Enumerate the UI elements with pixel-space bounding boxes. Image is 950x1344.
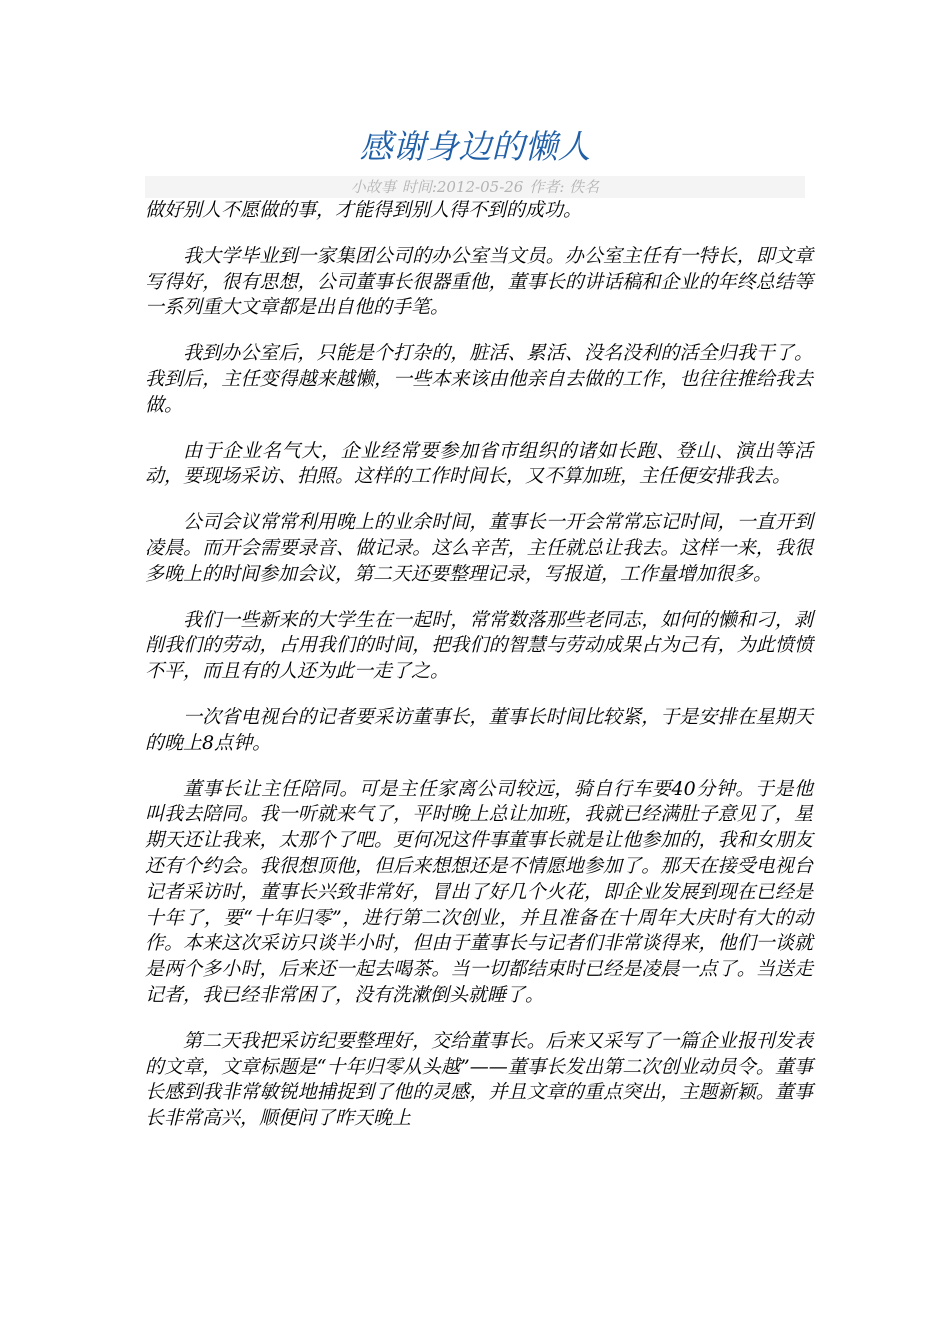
article-category: 小故事 bbox=[350, 178, 396, 196]
article-body bbox=[145, 198, 813, 1152]
article-paragraph: 董事长让主任陪同。可是主任家离公司较远，骑自行车要40分钟。于是他叫我去陪同。我一听就来气了，平时晚上总让加班，我就已经满肚子意见了，星期天还让我来，太那个了吧。更何况这件事董事长就是让他参加的，我和女朋友还有个约会。我很想顶他，但后来想想还是不情愿地参加了。那天在接受电视台记者采访时，董事长兴致非常好，冒出了好几个火花，即企业发展到现在已经是十年了，要“十年归零”，进行第二次创业，并且准备在十周年大庆时有大的动作。本来这次采访只谈半小时，但由于董事长与记者们非常谈得来，他们一谈就是两个多小时，后来还一起去喝茶。当一切都结束时已经是凌晨一点了。当送走记者，我已经非常困了，没有洗漱倒头就睡了。 bbox=[145, 777, 813, 1006]
article-author: 作者: 佚名 bbox=[529, 178, 600, 196]
article-paragraph: 我到办公室后，只能是个打杂的，脏活、累活、没名没利的活全归我干了。我到后，主任变得越来越懒，一些本来该由他亲自去做的工作，也往往推给我去做。 bbox=[145, 342, 813, 416]
article-paragraph: 一次省电视台的记者要采访董事长，董事长时间比较紧，于是安排在星期天的晚上8点钟。 bbox=[145, 705, 813, 754]
article-paragraph: 我大学毕业到一家集团公司的办公室当文员。办公室主任有一特长，即文章写得好，很有思想，公司董事长很器重他，董事长的讲话稿和企业的年终总结等一系列重大文章都是出自他的手笔。 bbox=[145, 244, 813, 319]
article-meta bbox=[145, 176, 805, 198]
article-paragraph: 公司会议常常利用晚上的业余时间，董事长一开会常常忘记时间，一直开到凌晨。而开会需要录音、做记录。这么辛苦，主任就总让我去。这样一来，我很多晚上的时间参加会议，第二天还要整理记录，写报道，工作量增加很多。 bbox=[145, 511, 813, 585]
article-paragraph: 第二天我把采访纪要整理好，交给董事长。后来又采写了一篇企业报刊发表的文章，文章标题是“十年归零从头越”——董事长发出第二次创业动员令。董事长感到我非常敏锐地捕捉到了他的灵感，并且文章的重点突出，主题新颖。董事长非常高兴，顺便问了昨天晚上 bbox=[145, 1029, 813, 1130]
article-paragraph: 由于企业名气大，企业经常要参加省市组织的诸如长跑、登山、演出等活动，要现场采访、拍照。这样的工作时间长，又不算加班，主任便安排我去。 bbox=[145, 439, 813, 488]
article-paragraph: 我们一些新来的大学生在一起时，常常数落那些老同志，如何的懒和刁，剥削我们的劳动，占用我们的时间，把我们的智慧与劳动成果占为己有，为此愤愤不平，而且有的人还为此一走了之。 bbox=[145, 608, 813, 683]
article-title: 感谢身边的懒人 bbox=[359, 127, 591, 166]
article-time: 时间:2012-05-26 bbox=[401, 178, 524, 196]
article-lead: 做好别人不愿做的事，才能得到别人得不到的成功。 bbox=[145, 199, 583, 221]
